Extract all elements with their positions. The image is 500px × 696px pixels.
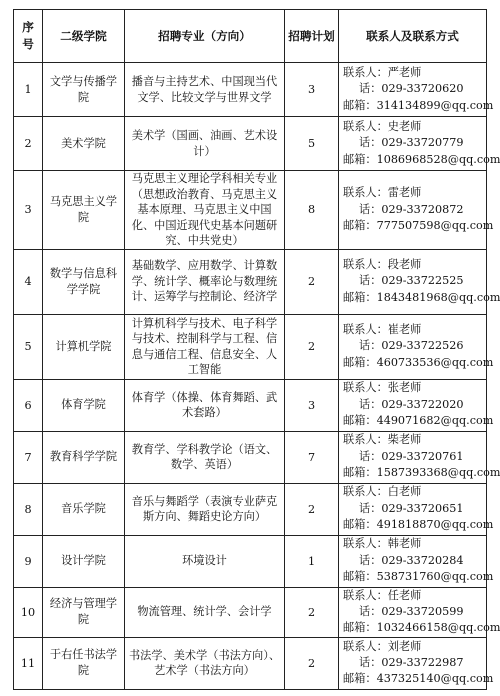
contact-email-label: 邮箱： [343,290,377,304]
contact-person-line [343,484,486,500]
contact-email-line [343,671,494,687]
contact-cell [339,483,494,535]
contact-cell [339,535,494,587]
contact-email-line [343,290,500,306]
contact-email-line [343,218,494,234]
row-number: 7 [14,431,43,483]
contact-phone: 029-33720651 [381,501,464,515]
contact-email-label: 邮箱： [343,152,377,166]
contact-person-label: 联系人： [343,639,388,653]
contact-email[interactable]: 314134899@qq.com [376,98,494,112]
contact-person-line [343,380,486,396]
contact-email-line [343,355,494,371]
table-row [14,637,487,689]
college-name: 计算机学院 [43,314,125,379]
contact-person-label: 联系人： [343,322,388,336]
college-name: 体育学院 [43,379,125,431]
contact-email-label: 邮箱： [343,355,377,369]
college-name: 教育科学学院 [43,431,125,483]
contact-email-line [343,413,494,429]
contact-person-name: 任老师 [387,588,422,602]
contact-email[interactable]: 437325140@qq.com [376,672,494,686]
contact-person-label: 联系人： [343,485,388,499]
contact-phone-label: 话： [359,202,382,216]
contact-person-line [343,119,486,135]
contact-phone-label: 话： [359,553,382,567]
contact-phone-label: 话： [359,82,382,96]
college-name: 设计学院 [43,535,125,587]
contact-person-name: 崔老师 [387,322,422,336]
plan-count: 8 [285,171,339,250]
contact-email[interactable]: 1587393368@qq.com [376,466,500,480]
college-name: 文学与传播学院 [43,63,125,117]
contact-phone-label: 话： [359,604,382,618]
college-name: 数学与信息科学学院 [43,249,125,314]
table-row [14,117,487,171]
contact-email-line [343,620,500,636]
contact-phone: 029-33720872 [381,202,464,216]
college-name: 经济与管理学院 [43,587,125,637]
header-plan: 招聘计划 [285,10,339,63]
table-row [14,63,487,117]
plan-count: 3 [285,379,339,431]
header-seq-line1: 序 [22,20,34,34]
college-name: 音乐学院 [43,483,125,535]
row-number: 11 [14,637,43,689]
major-text: 环境设计 [125,535,285,587]
contact-phone-line [343,553,486,569]
contact-email[interactable]: 491818870@qq.com [376,518,494,532]
contact-phone: 029-33720284 [381,553,464,567]
row-number: 1 [14,63,43,117]
contact-phone-line [343,202,486,218]
contact-person-line [343,322,486,338]
table-row [14,379,487,431]
contact-person-name: 雷老师 [387,186,422,200]
contact-cell [339,587,500,637]
contact-person-label: 联系人： [343,186,388,200]
row-number: 5 [14,314,43,379]
contact-email-label: 邮箱： [343,518,377,532]
plan-count: 5 [285,117,339,171]
plan-count: 2 [285,587,339,637]
contact-email-line [343,152,500,168]
contact-email-label: 邮箱： [343,218,377,232]
contact-phone-label: 话： [359,339,382,353]
contact-person-line [343,257,486,273]
contact-phone: 029-33720761 [381,449,464,463]
contact-email[interactable]: 777507598@qq.com [376,218,494,232]
table-row [14,314,487,379]
row-number: 3 [14,171,43,250]
contact-phone-line [343,135,486,151]
plan-count: 3 [285,63,339,117]
plan-count: 2 [285,483,339,535]
contact-email-label: 邮箱： [343,98,377,112]
major-text: 播音与主持艺术、中国现当代文学、比较文学与世界文学 [125,63,285,117]
contact-email[interactable]: 460733536@qq.com [376,355,494,369]
contact-person-line [343,65,486,81]
contact-person-label: 联系人： [343,537,388,551]
major-text: 音乐与舞蹈学（表演专业萨克斯方向、舞蹈史论方向） [125,483,285,535]
row-number: 8 [14,483,43,535]
major-text: 体育学（体操、体育舞蹈、武术套路） [125,379,285,431]
contact-person-line [343,432,486,448]
contact-phone-line [343,449,486,465]
header-college: 二级学院 [43,10,125,63]
contact-person-label: 联系人： [343,257,388,271]
header-major: 招聘专业（方向） [125,10,285,63]
contact-email-label: 邮箱： [343,466,377,480]
contact-person-name: 段老师 [387,257,422,271]
college-name: 马克思主义学院 [43,171,125,250]
contact-email-line [343,98,494,114]
contact-email[interactable]: 538731760@qq.com [376,570,494,584]
contact-person-label: 联系人： [343,119,388,133]
recruitment-table [13,9,500,690]
table-row [14,535,487,587]
contact-person-name: 史老师 [387,119,422,133]
plan-count: 1 [285,535,339,587]
row-number: 6 [14,379,43,431]
contact-cell [339,171,494,250]
row-number: 9 [14,535,43,587]
college-name: 于右任书法学院 [43,637,125,689]
contact-person-name: 刘老师 [387,639,422,653]
contact-phone-line [343,604,486,620]
contact-cell [339,63,494,117]
contact-email[interactable]: 449071682@qq.com [376,414,494,428]
contact-phone-label: 话： [359,274,382,288]
row-number: 2 [14,117,43,171]
contact-email-label: 邮箱： [343,672,377,686]
plan-count: 2 [285,314,339,379]
contact-person-label: 联系人： [343,433,388,447]
major-text: 计算机科学与技术、电子科学与技术、控制科学与工程、信息与通信工程、信息安全、人工智能 [125,314,285,379]
contact-person-name: 韩老师 [387,537,422,551]
contact-phone-label: 话： [359,656,382,670]
contact-phone: 029-33720620 [381,82,464,96]
major-text: 书法学、美术学（书法方向）、艺术学（书法方向） [125,637,285,689]
table-row [14,249,487,314]
contact-phone: 029-33722020 [381,397,464,411]
contact-email-label: 邮箱： [343,621,377,635]
contact-email[interactable]: 1032466158@qq.com [376,621,500,635]
contact-cell [339,117,500,171]
contact-phone-line [343,501,486,517]
contact-phone-label: 话： [359,449,382,463]
contact-email-line [343,517,494,533]
contact-phone-label: 话： [359,501,382,515]
table-row [14,171,487,250]
contact-person-label: 联系人： [343,65,388,79]
contact-person-label: 联系人： [343,588,388,602]
plan-count: 2 [285,249,339,314]
contact-phone-line [343,81,486,97]
contact-email-line [343,569,494,585]
contact-phone-label: 话： [359,397,382,411]
header-seq [14,10,43,63]
major-text: 基础数学、应用数学、计算数学、统计学、概率论与数理统计、运筹学与控制论、经济学 [125,249,285,314]
contact-person-line [343,639,486,655]
college-name: 美术学院 [43,117,125,171]
contact-email-line [343,465,500,481]
contact-email-label: 邮箱： [343,414,377,428]
contact-person-name: 白老师 [387,485,422,499]
contact-phone: 029-33722987 [381,656,464,670]
contact-cell [339,637,494,689]
table-header-row [14,10,487,63]
header-seq-line2: 号 [22,37,34,51]
plan-count: 7 [285,431,339,483]
table-row [14,483,487,535]
table-row [14,431,487,483]
contact-email-label: 邮箱： [343,570,377,584]
contact-phone-line [343,655,486,671]
contact-email[interactable]: 1086968528@qq.com [376,152,500,166]
contact-cell [339,249,500,314]
contact-person-name: 张老师 [387,381,422,395]
contact-phone-line [343,397,486,413]
contact-person-name: 柴老师 [387,433,422,447]
major-text: 教育学、学科教学论（语文、数学、英语） [125,431,285,483]
contact-phone-line [343,338,486,354]
contact-phone: 029-33720779 [381,136,464,150]
contact-person-line [343,588,486,604]
contact-person-name: 严老师 [387,65,422,79]
major-text: 美术学（国画、油画、艺术设计） [125,117,285,171]
contact-phone: 029-33720599 [381,604,464,618]
table-row [14,587,487,637]
contact-person-line [343,185,486,201]
contact-phone: 029-33722525 [381,274,464,288]
contact-cell [339,431,500,483]
row-number: 4 [14,249,43,314]
contact-person-label: 联系人： [343,381,388,395]
major-text: 物流管理、统计学、会计学 [125,587,285,637]
contact-phone: 029-33722526 [381,339,464,353]
contact-phone-label: 话： [359,136,382,150]
plan-count: 2 [285,637,339,689]
contact-cell [339,379,494,431]
table-body [14,63,500,690]
row-number: 10 [14,587,43,637]
contact-email[interactable]: 1843481968@qq.com [376,290,500,304]
contact-phone-line [343,273,486,289]
contact-person-line [343,536,486,552]
major-text: 马克思主义理论学科相关专业（思想政治教育、马克思主义基本原理、马克思主义中国化、中国近现代史基本问题研究、中共党史） [125,171,285,250]
header-contact: 联系人及联系方式 [339,10,487,63]
contact-cell [339,314,494,379]
